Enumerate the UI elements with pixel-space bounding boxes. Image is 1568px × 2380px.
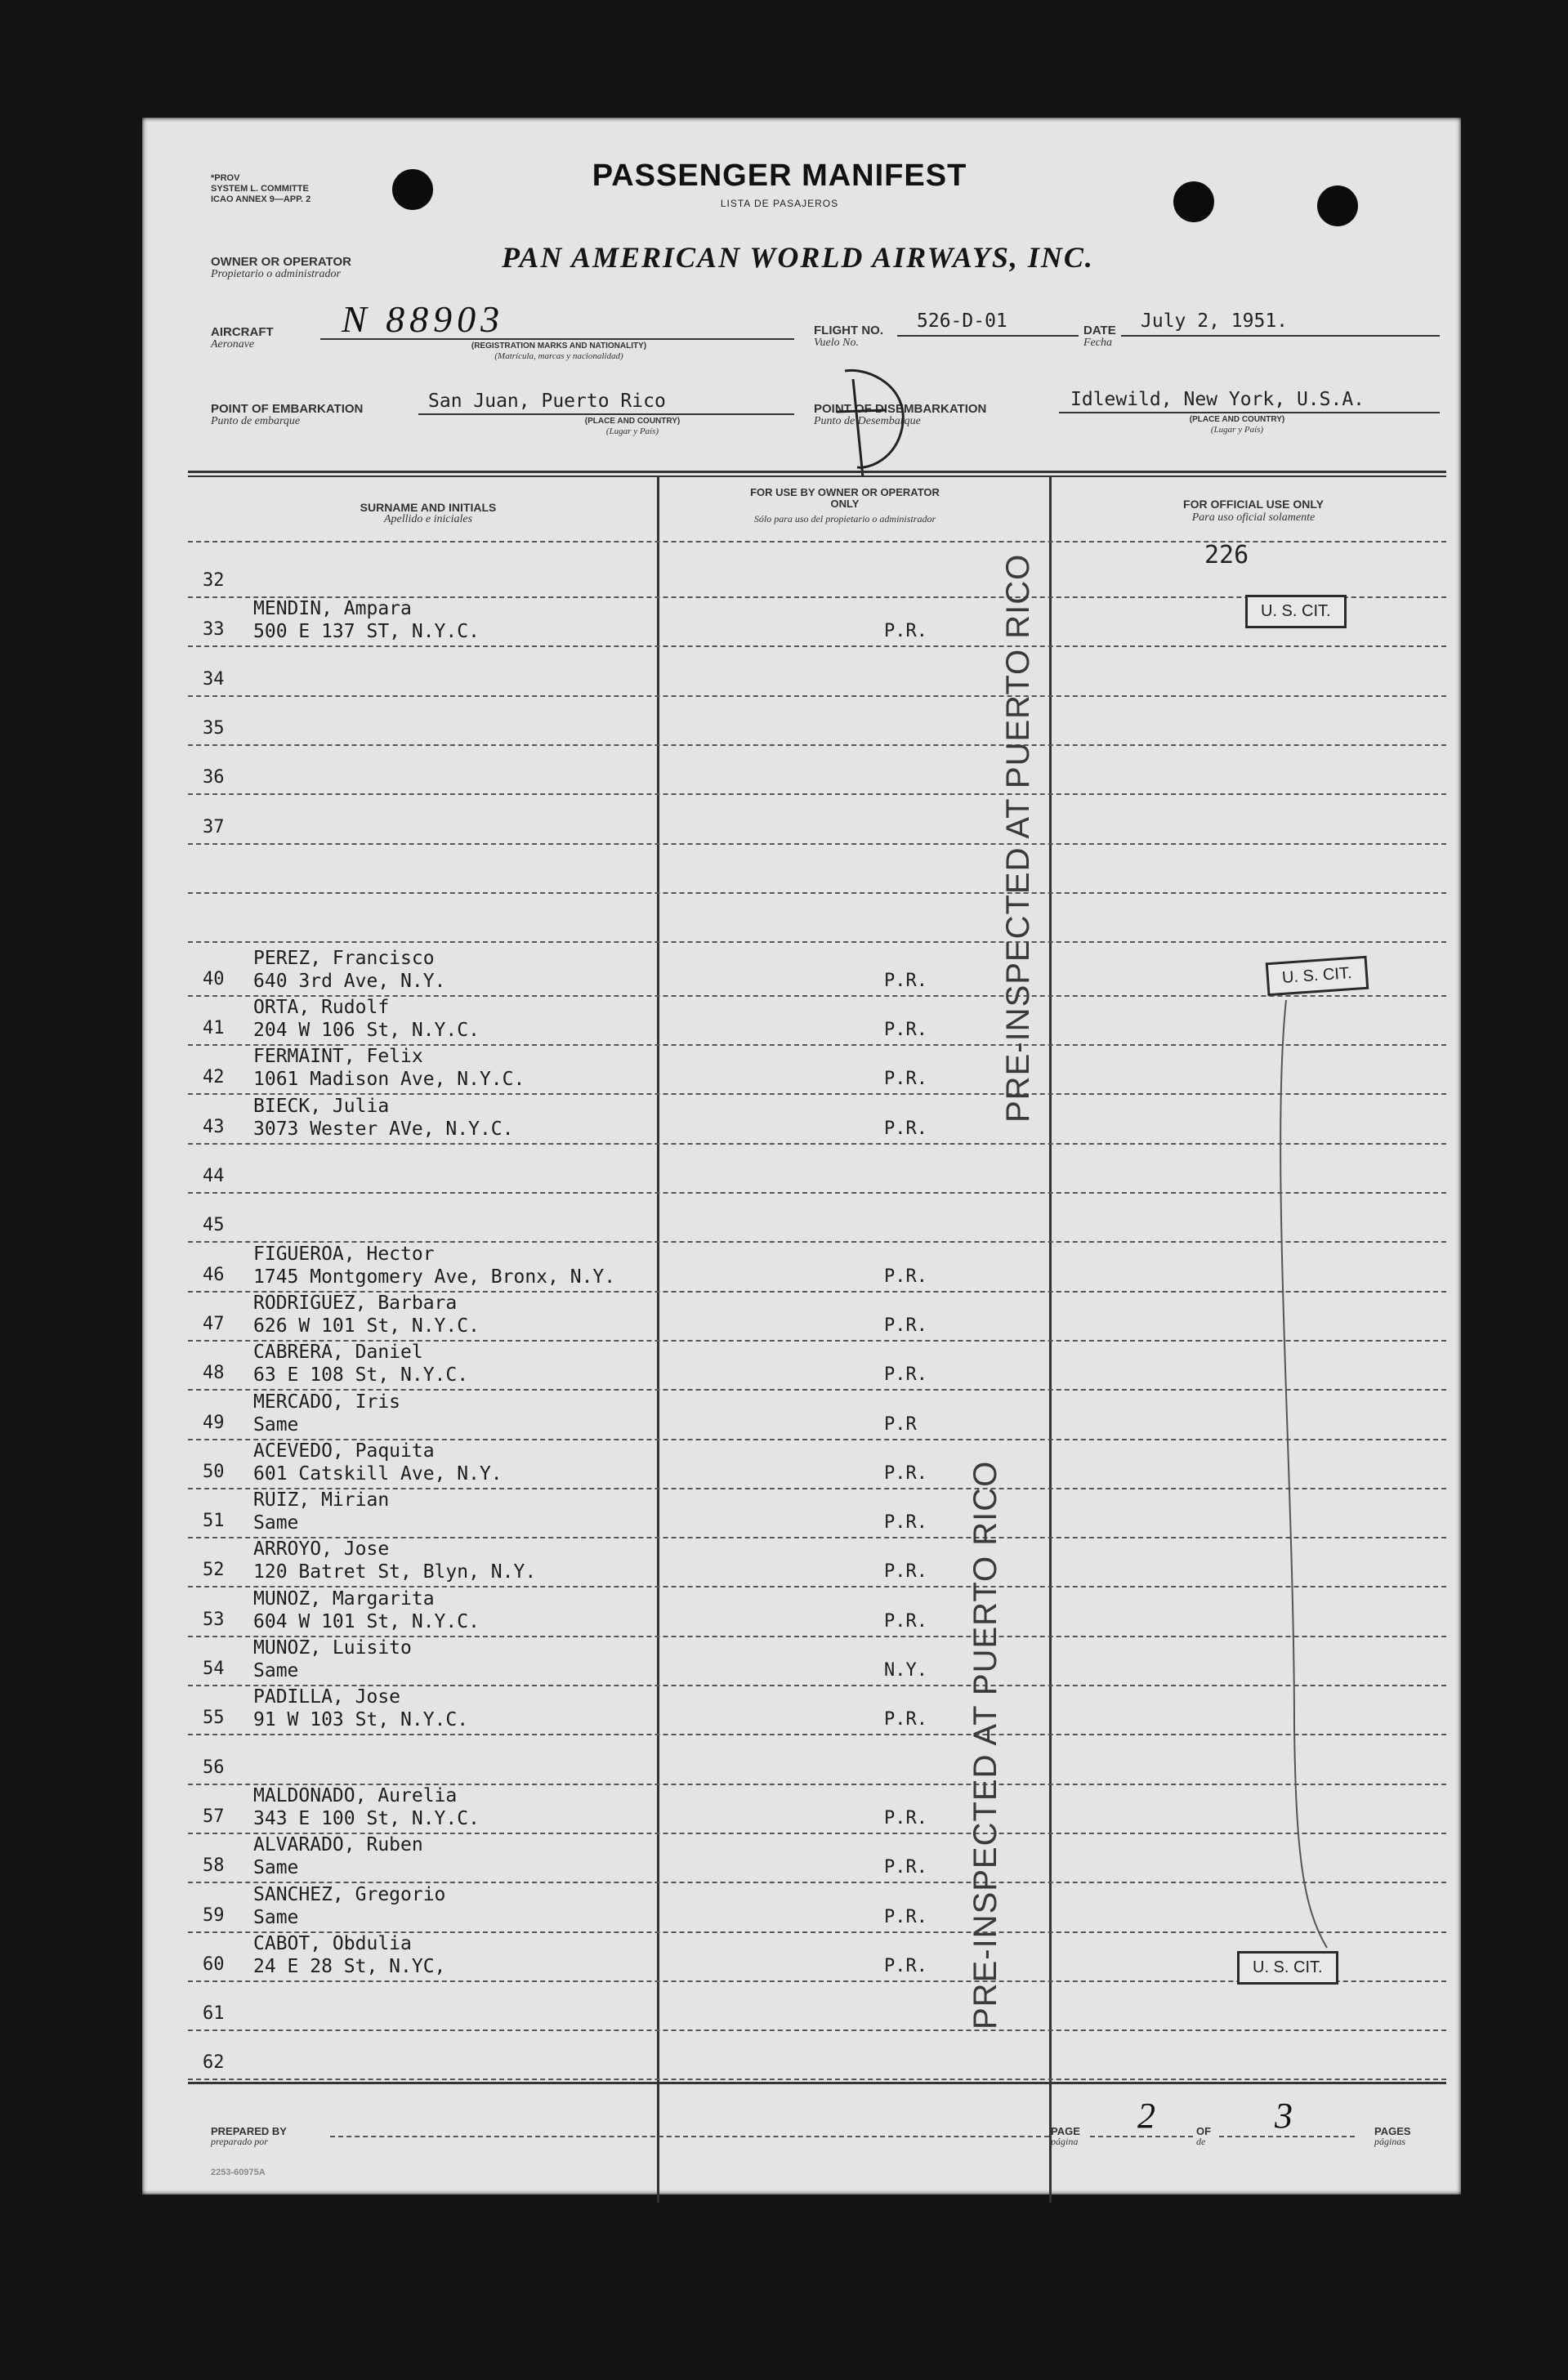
manifest-row — [203, 1293, 1445, 1342]
row-number: 36 — [203, 767, 225, 788]
manifest-sheet — [142, 118, 1461, 2195]
manifest-row — [203, 1736, 1445, 1785]
row-number: 62 — [203, 2052, 225, 2074]
manifest-row — [203, 1145, 1445, 1194]
aircraft-underline — [320, 338, 794, 340]
passenger-name: ORTA, Rudolf — [253, 997, 390, 1019]
owner-use-code: P.R. — [884, 1118, 927, 1139]
row-number: 48 — [203, 1363, 225, 1384]
flight-underline — [897, 335, 1079, 337]
col-header-surname-es: Apellido e iniciales — [383, 513, 473, 525]
manifest-row — [203, 2031, 1445, 2080]
page-value: 2 — [1137, 2096, 1155, 2136]
row-number: 45 — [203, 1215, 225, 1236]
owner-use-code: P.R. — [884, 1610, 927, 1632]
row-number: 55 — [203, 1708, 225, 1729]
official-number: 226 — [1204, 541, 1249, 569]
row-number: 47 — [203, 1313, 225, 1334]
row-number: 49 — [203, 1412, 225, 1433]
owner-use-code: P.R. — [884, 1561, 927, 1583]
row-number: 34 — [203, 668, 225, 690]
prepared-underline — [330, 2136, 1049, 2137]
row-number: 51 — [203, 1511, 225, 1532]
row-number: 53 — [203, 1609, 225, 1630]
owner-use-code: P.R. — [884, 1906, 927, 1927]
passenger-address: Same — [253, 1660, 299, 1681]
manifest-row — [203, 997, 1445, 1046]
passenger-address: Same — [253, 1512, 299, 1534]
owner-use-code: P.R. — [884, 1069, 927, 1090]
owner-use-code: N.Y. — [884, 1660, 927, 1681]
passenger-name: ACEVEDO, Paquita — [253, 1440, 435, 1462]
manifest-row — [203, 1342, 1445, 1391]
manifest-row — [203, 796, 1445, 845]
handwritten-d-mark — [820, 363, 918, 485]
registration-caption: (REGISTRATION MARKS AND NATIONALITY) — [471, 342, 647, 351]
passenger-name: BIECK, Julia — [253, 1095, 390, 1117]
punch-hole-right — [1317, 185, 1358, 226]
us-cit-stamp-3: U. S. CIT. — [1237, 1951, 1338, 1985]
owner-use-code: P.R. — [884, 1512, 927, 1534]
passenger-name: ALVARADO, Ruben — [253, 1834, 423, 1856]
passenger-address: 626 W 101 St, N.Y.C. — [253, 1315, 480, 1337]
of-label: OF — [1196, 2125, 1212, 2137]
row-number: 54 — [203, 1659, 225, 1679]
passenger-name: MUNOZ, Margarita — [253, 1587, 435, 1610]
us-cit-stamp-1: U. S. CIT. — [1245, 595, 1347, 628]
embark-label: POINT OF EMBARKATION — [211, 402, 364, 416]
passenger-address: 604 W 101 St, N.Y.C. — [253, 1610, 480, 1632]
owner-use-code: P.R. — [884, 621, 927, 642]
aircraft-label-es: Aeronave — [211, 338, 255, 351]
row-number: 52 — [203, 1560, 225, 1581]
passenger-name: FERMAINT, Felix — [253, 1046, 423, 1068]
row-number: 43 — [203, 1116, 225, 1137]
row-number: 42 — [203, 1067, 225, 1088]
row-number: 50 — [203, 1461, 225, 1482]
flight-label: FLIGHT NO. — [814, 324, 883, 337]
passenger-name: MUNOZ, Luisito — [253, 1637, 412, 1659]
row-number: 58 — [203, 1855, 225, 1877]
row-number: 33 — [203, 619, 225, 641]
manifest-row — [203, 1391, 1445, 1440]
row-rule — [188, 2079, 1446, 2080]
row-number: 56 — [203, 1757, 225, 1778]
header-bottom-rule — [188, 541, 1446, 543]
disembark-underline — [1059, 412, 1440, 413]
manifest-row — [203, 1686, 1445, 1735]
date-underline — [1121, 335, 1440, 337]
date-value: July 2, 1951. — [1141, 310, 1289, 332]
row-number: 60 — [203, 1954, 225, 1975]
flight-value: 526-D-01 — [917, 310, 1007, 332]
manifest-row — [203, 746, 1445, 795]
passenger-address: 91 W 103 St, N.Y.C. — [253, 1709, 469, 1731]
row-number: 41 — [203, 1018, 225, 1039]
passenger-address: 500 E 137 ST, N.Y.C. — [253, 621, 480, 643]
owner-use-code: P.R. — [884, 1364, 927, 1386]
passenger-name: CABRERA, Daniel — [253, 1342, 423, 1364]
manifest-row — [203, 1785, 1445, 1834]
manifest-row — [203, 1194, 1445, 1243]
owner-use-code: P.R. — [884, 1955, 927, 1976]
passenger-address: 1061 Madison Ave, N.Y.C. — [253, 1069, 525, 1091]
passenger-address: 3073 Wester AVe, N.Y.C. — [253, 1118, 514, 1140]
manifest-row — [203, 1096, 1445, 1145]
owner-use-code: P.R. — [884, 1462, 927, 1484]
of-value: 3 — [1275, 2096, 1293, 2136]
col-header-official: FOR OFFICIAL USE ONLY — [1183, 498, 1324, 511]
row-rule — [188, 941, 1446, 943]
disembark-value: Idlewild, New York, U.S.A. — [1070, 389, 1365, 410]
manifest-row — [203, 1982, 1445, 2031]
col-header-official-es: Para uso oficial solamente — [1191, 511, 1316, 524]
disembark-place-caption-es: (Lugar y País) — [1210, 425, 1264, 435]
owner-use-code: P.R — [884, 1413, 917, 1435]
corner-line: SYSTEM L. COMMITTE — [211, 184, 309, 194]
table-top-rule-2 — [188, 476, 1446, 477]
manifest-row — [203, 1834, 1445, 1883]
passenger-address: Same — [253, 1906, 299, 1928]
page-label: PAGE — [1051, 2125, 1080, 2137]
footer-top-rule — [188, 2082, 1446, 2084]
passenger-name: ARROYO, Jose — [253, 1538, 390, 1561]
owner-use-code: P.R. — [884, 1020, 927, 1041]
page-subtitle: LISTA DE PASAJEROS — [720, 198, 839, 209]
row-number: 37 — [203, 816, 225, 837]
company-name: PAN AMERICAN WORLD AIRWAYS, INC. — [502, 241, 1094, 274]
owner-use-code: P.R. — [884, 1857, 927, 1878]
page-label-es: página — [1051, 2136, 1079, 2147]
disembark-place-caption: (PLACE AND COUNTRY) — [1189, 415, 1285, 424]
manifest-row — [203, 549, 1445, 598]
punch-hole-left — [392, 169, 433, 210]
registration-caption-es: (Matrícula, marcas y nacionalidad) — [494, 351, 623, 361]
of-underline — [1219, 2136, 1355, 2137]
passenger-address: 601 Catskill Ave, N.Y. — [253, 1462, 503, 1485]
date-label: DATE — [1083, 324, 1116, 337]
passenger-name: RUIZ, Mirian — [253, 1489, 390, 1512]
disembark-label: POINT OF DISEMBARKATION — [814, 402, 987, 416]
owner-use-code: P.R. — [884, 1315, 927, 1336]
passenger-address: 204 W 106 St, N.Y.C. — [253, 1020, 480, 1042]
form-code: 2253-60975A — [211, 2168, 266, 2177]
passenger-address: Same — [253, 1857, 299, 1879]
punch-hole-center — [1173, 181, 1214, 222]
embark-place-caption: (PLACE AND COUNTRY) — [584, 417, 681, 426]
manifest-row — [203, 1884, 1445, 1933]
col-header-owner-use: FOR USE BY OWNER OR OPERATOR ONLY — [750, 486, 940, 510]
passenger-address: 343 E 100 St, N.Y.C. — [253, 1807, 480, 1829]
pages-label: PAGES — [1374, 2125, 1411, 2137]
passenger-name: CABOT, Obdulia — [253, 1932, 412, 1954]
us-cit-bracket-line — [1270, 992, 1368, 1956]
page-underline — [1090, 2136, 1193, 2137]
manifest-row — [203, 1588, 1445, 1637]
manifest-row — [203, 1046, 1445, 1095]
preinspected-stamp-2: PRE-INSPECTED AT PUERTO RICO — [967, 1460, 1003, 2029]
embark-value: San Juan, Puerto Rico — [428, 391, 666, 412]
pages-label-es: páginas — [1374, 2136, 1406, 2147]
table-top-rule — [188, 471, 1446, 473]
row-number: 46 — [203, 1264, 225, 1285]
owner-label: OWNER OR OPERATOR — [211, 255, 351, 269]
aircraft-value: N 88903 — [342, 298, 505, 340]
col-header-surname: SURNAME AND INITIALS — [360, 501, 497, 514]
passenger-name: MENDIN, Ampara — [253, 598, 412, 620]
passenger-address: 24 E 28 St, N.YC, — [253, 1955, 446, 1977]
embark-place-caption-es: (Lugar y País) — [605, 426, 659, 436]
prepared-label-es: preparado por — [211, 2136, 268, 2147]
flight-label-es: Vuelo No. — [814, 337, 859, 349]
us-cit-stamp-2: U. S. CIT. — [1266, 956, 1369, 997]
corner-line: *PROV — [211, 173, 240, 183]
passenger-address: Same — [253, 1413, 299, 1436]
row-rule — [188, 892, 1446, 894]
passenger-address: 1745 Montgomery Ave, Bronx, N.Y. — [253, 1266, 616, 1288]
passenger-name: MERCADO, Iris — [253, 1391, 401, 1413]
passenger-name: RODRIGUEZ, Barbara — [253, 1292, 458, 1314]
passenger-name: FIGUEROA, Hector — [253, 1243, 435, 1265]
manifest-row — [203, 1637, 1445, 1686]
manifest-row — [203, 1489, 1445, 1538]
owner-use-code: P.R. — [884, 970, 927, 991]
passenger-address: 120 Batret St, Blyn, N.Y. — [253, 1561, 537, 1583]
manifest-row — [203, 1244, 1445, 1293]
embark-underline — [418, 413, 794, 415]
passenger-address: 640 3rd Ave, N.Y. — [253, 970, 446, 992]
owner-use-code: P.R. — [884, 1807, 927, 1829]
corner-line: ICAO ANNEX 9—APP. 2 — [211, 194, 311, 204]
prepared-label: PREPARED BY — [211, 2125, 287, 2137]
row-number: 59 — [203, 1904, 225, 1926]
manifest-row — [203, 948, 1445, 997]
passenger-name: PEREZ, Francisco — [253, 947, 435, 969]
passenger-name: SANCHEZ, Gregorio — [253, 1883, 446, 1905]
row-number: 61 — [203, 2003, 225, 2025]
passenger-name: PADILLA, Jose — [253, 1686, 401, 1708]
disembark-label-es: Punto de Desembarque — [814, 415, 921, 427]
owner-use-code: P.R. — [884, 1709, 927, 1730]
row-number: 57 — [203, 1806, 225, 1827]
manifest-row — [203, 1440, 1445, 1489]
manifest-row — [203, 1538, 1445, 1587]
manifest-row — [203, 648, 1445, 697]
owner-use-code: P.R. — [884, 1266, 927, 1287]
row-number: 35 — [203, 717, 225, 739]
of-label-es: de — [1196, 2136, 1206, 2147]
corner-note — [211, 173, 310, 205]
row-number: 32 — [203, 570, 225, 591]
preinspected-stamp-1: PRE-INSPECTED AT PUERTO RICO — [1000, 553, 1036, 1123]
embark-label-es: Punto de embarque — [211, 415, 301, 427]
manifest-row — [203, 697, 1445, 746]
row-number: 44 — [203, 1166, 225, 1186]
passenger-name: MALDONADO, Aurelia — [253, 1784, 458, 1806]
row-number: 40 — [203, 968, 225, 989]
passenger-address: 63 E 108 St, N.Y.C. — [253, 1364, 469, 1386]
aircraft-label: AIRCRAFT — [211, 325, 274, 339]
owner-label-es: Propietario o administrador — [211, 268, 341, 280]
row-rule — [188, 843, 1446, 845]
date-label-es: Fecha — [1083, 337, 1112, 349]
col-header-owner-use-es: Sólo para uso del propietario o administrador — [753, 513, 936, 525]
page-title: PASSENGER MANIFEST — [592, 159, 967, 193]
